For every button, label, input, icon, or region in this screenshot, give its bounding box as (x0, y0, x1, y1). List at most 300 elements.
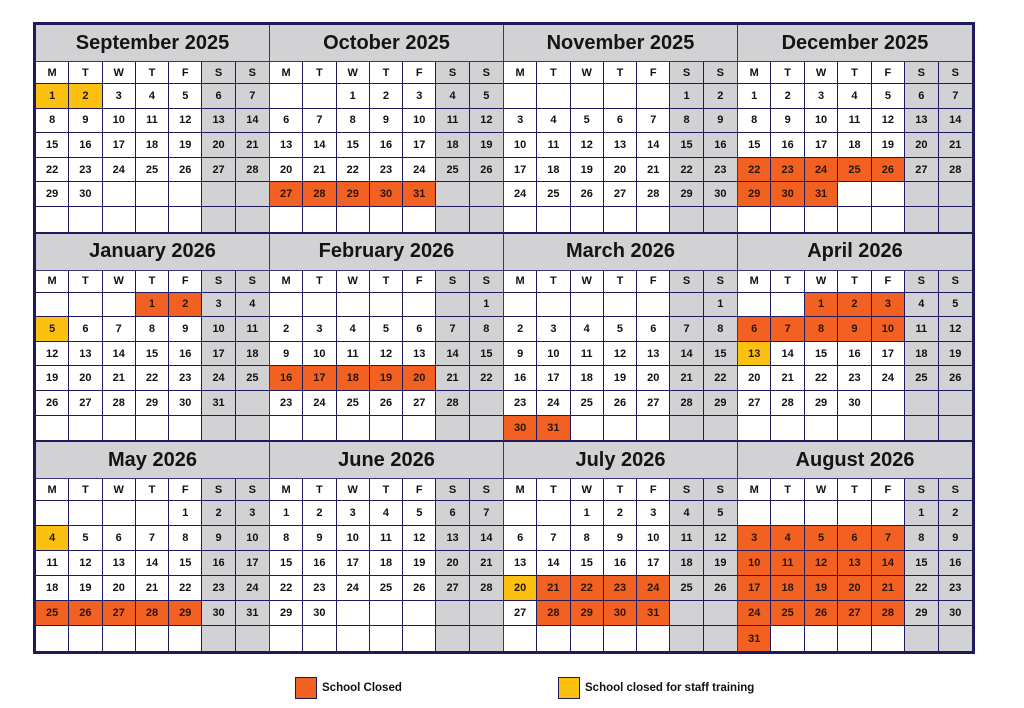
weekday-header: T (771, 479, 804, 501)
weekday-header: T (69, 62, 102, 84)
weekday-header: T (303, 271, 336, 293)
day-cell: 2 (169, 293, 202, 318)
day-cell: 10 (103, 109, 136, 134)
day-cell: 10 (202, 317, 235, 342)
day-cell: 12 (36, 342, 69, 367)
day-cell: 19 (872, 133, 905, 158)
empty-cell (872, 501, 905, 526)
day-cell: 4 (771, 526, 804, 551)
month-day-grid (738, 62, 972, 232)
day-cell: 4 (236, 293, 269, 318)
day-cell: 20 (738, 366, 771, 391)
empty-cell (939, 182, 972, 207)
day-cell: 11 (236, 317, 269, 342)
day-cell: 6 (436, 501, 469, 526)
day-cell: 19 (403, 551, 436, 576)
day-cell: 19 (704, 551, 737, 576)
empty-cell (537, 626, 570, 651)
weekday-header: S (670, 62, 703, 84)
empty-cell (939, 626, 972, 651)
empty-cell (36, 293, 69, 318)
day-cell: 5 (403, 501, 436, 526)
day-cell: 3 (872, 293, 905, 318)
day-cell: 18 (771, 576, 804, 601)
empty-cell (771, 626, 804, 651)
day-cell: 22 (571, 576, 604, 601)
day-cell: 22 (905, 576, 938, 601)
day-cell: 2 (704, 84, 737, 109)
day-cell: 14 (939, 109, 972, 134)
day-cell: 5 (872, 84, 905, 109)
weekday-header: W (571, 62, 604, 84)
day-cell: 9 (838, 317, 871, 342)
day-cell: 6 (270, 109, 303, 134)
day-cell: 4 (537, 109, 570, 134)
day-cell: 16 (169, 342, 202, 367)
weekday-header: S (939, 62, 972, 84)
day-cell: 7 (103, 317, 136, 342)
day-cell: 24 (637, 576, 670, 601)
day-cell: 5 (805, 526, 838, 551)
day-cell: 6 (905, 84, 938, 109)
day-cell: 26 (470, 158, 503, 183)
empty-cell (303, 293, 336, 318)
day-cell: 1 (36, 84, 69, 109)
day-cell: 1 (905, 501, 938, 526)
day-cell: 8 (136, 317, 169, 342)
day-cell: 9 (303, 526, 336, 551)
month-title: September 2025 (36, 25, 269, 62)
day-cell: 23 (370, 158, 403, 183)
day-cell: 19 (470, 133, 503, 158)
month-block (36, 442, 270, 651)
empty-cell (738, 501, 771, 526)
day-cell: 30 (838, 391, 871, 416)
empty-cell (604, 416, 637, 441)
day-cell: 18 (136, 133, 169, 158)
weekday-header: T (771, 271, 804, 293)
day-cell: 3 (403, 84, 436, 109)
weekday-header: W (571, 479, 604, 501)
empty-cell (670, 601, 703, 626)
empty-cell (805, 416, 838, 441)
empty-cell (337, 626, 370, 651)
month-day-grid (504, 479, 737, 651)
empty-cell (337, 293, 370, 318)
weekday-header: S (670, 271, 703, 293)
empty-cell (470, 626, 503, 651)
weekday-header: S (905, 62, 938, 84)
empty-cell (805, 207, 838, 232)
empty-cell (202, 626, 235, 651)
day-cell: 29 (670, 182, 703, 207)
day-cell: 8 (670, 109, 703, 134)
day-cell: 10 (337, 526, 370, 551)
day-cell: 22 (36, 158, 69, 183)
empty-cell (470, 182, 503, 207)
day-cell: 25 (571, 391, 604, 416)
calendar-grid (33, 22, 975, 654)
day-cell: 5 (370, 317, 403, 342)
empty-cell (337, 601, 370, 626)
day-cell: 3 (236, 501, 269, 526)
weekday-header: F (872, 479, 905, 501)
empty-cell (604, 207, 637, 232)
weekday-header: T (303, 62, 336, 84)
day-cell: 8 (571, 526, 604, 551)
empty-cell (805, 626, 838, 651)
day-cell: 29 (704, 391, 737, 416)
month-block (504, 234, 738, 443)
day-cell: 9 (939, 526, 972, 551)
month-title: October 2025 (270, 25, 503, 62)
month-block (270, 234, 504, 443)
day-cell: 2 (69, 84, 102, 109)
day-cell: 10 (403, 109, 436, 134)
empty-cell (370, 416, 403, 441)
empty-cell (270, 416, 303, 441)
empty-cell (103, 416, 136, 441)
day-cell: 7 (537, 526, 570, 551)
day-cell: 29 (905, 601, 938, 626)
empty-cell (939, 207, 972, 232)
empty-cell (337, 207, 370, 232)
day-cell: 31 (403, 182, 436, 207)
empty-cell (637, 293, 670, 318)
legend-closed (295, 677, 402, 699)
day-cell: 22 (470, 366, 503, 391)
empty-cell (504, 501, 537, 526)
day-cell: 30 (504, 416, 537, 441)
day-cell: 18 (571, 366, 604, 391)
day-cell: 17 (403, 133, 436, 158)
day-cell: 30 (370, 182, 403, 207)
day-cell: 18 (537, 158, 570, 183)
day-cell: 28 (470, 576, 503, 601)
day-cell: 28 (537, 601, 570, 626)
day-cell: 17 (872, 342, 905, 367)
weekday-header: S (470, 479, 503, 501)
empty-cell (637, 84, 670, 109)
empty-cell (103, 293, 136, 318)
empty-cell (838, 501, 871, 526)
day-cell: 3 (738, 526, 771, 551)
weekday-header: F (637, 479, 670, 501)
weekday-header: F (403, 479, 436, 501)
day-cell: 4 (670, 501, 703, 526)
day-cell: 1 (704, 293, 737, 318)
day-cell: 14 (637, 133, 670, 158)
day-cell: 20 (103, 576, 136, 601)
weekday-header: W (805, 479, 838, 501)
day-cell: 1 (337, 84, 370, 109)
empty-cell (670, 626, 703, 651)
day-cell: 2 (771, 84, 804, 109)
empty-cell (69, 416, 102, 441)
weekday-header: S (436, 62, 469, 84)
empty-cell (136, 182, 169, 207)
day-cell: 13 (403, 342, 436, 367)
day-cell: 3 (537, 317, 570, 342)
day-cell: 21 (537, 576, 570, 601)
empty-cell (637, 416, 670, 441)
day-cell: 18 (36, 576, 69, 601)
day-cell: 12 (872, 109, 905, 134)
day-cell: 21 (236, 133, 269, 158)
day-cell: 12 (805, 551, 838, 576)
month-block (738, 25, 972, 234)
day-cell: 1 (470, 293, 503, 318)
day-cell: 31 (738, 626, 771, 651)
day-cell: 31 (805, 182, 838, 207)
day-cell: 16 (704, 133, 737, 158)
day-cell: 11 (337, 342, 370, 367)
month-title: July 2026 (504, 442, 737, 479)
day-cell: 22 (337, 158, 370, 183)
month-day-grid (36, 479, 269, 651)
empty-cell (704, 626, 737, 651)
day-cell: 24 (537, 391, 570, 416)
empty-cell (504, 293, 537, 318)
month-block (504, 25, 738, 234)
day-cell: 23 (202, 576, 235, 601)
day-cell: 16 (504, 366, 537, 391)
training-swatch (558, 677, 580, 699)
day-cell: 8 (805, 317, 838, 342)
empty-cell (805, 501, 838, 526)
empty-cell (905, 626, 938, 651)
weekday-header: S (939, 479, 972, 501)
weekday-header: M (270, 62, 303, 84)
weekday-header: F (637, 271, 670, 293)
empty-cell (403, 416, 436, 441)
month-title: May 2026 (36, 442, 269, 479)
day-cell: 24 (504, 182, 537, 207)
day-cell: 3 (303, 317, 336, 342)
legend-closed-label: School Closed (322, 682, 402, 694)
empty-cell (504, 626, 537, 651)
day-cell: 19 (604, 366, 637, 391)
weekday-header: W (103, 271, 136, 293)
day-cell: 14 (872, 551, 905, 576)
day-cell: 12 (403, 526, 436, 551)
weekday-header: M (738, 62, 771, 84)
day-cell: 8 (738, 109, 771, 134)
weekday-header: T (69, 479, 102, 501)
weekday-header: F (403, 271, 436, 293)
day-cell: 1 (571, 501, 604, 526)
day-cell: 16 (303, 551, 336, 576)
day-cell: 12 (704, 526, 737, 551)
empty-cell (838, 182, 871, 207)
day-cell: 24 (805, 158, 838, 183)
day-cell: 10 (236, 526, 269, 551)
day-cell: 30 (169, 391, 202, 416)
month-day-grid (504, 271, 737, 441)
day-cell: 29 (571, 601, 604, 626)
empty-cell (303, 207, 336, 232)
day-cell: 9 (771, 109, 804, 134)
day-cell: 12 (571, 133, 604, 158)
month-block (36, 25, 270, 234)
empty-cell (704, 207, 737, 232)
empty-cell (403, 293, 436, 318)
empty-cell (270, 207, 303, 232)
day-cell: 10 (805, 109, 838, 134)
month-day-grid (270, 271, 503, 441)
weekday-header: S (236, 271, 269, 293)
day-cell: 7 (470, 501, 503, 526)
day-cell: 31 (537, 416, 570, 441)
day-cell: 13 (270, 133, 303, 158)
day-cell: 27 (637, 391, 670, 416)
month-title: February 2026 (270, 234, 503, 271)
day-cell: 21 (303, 158, 336, 183)
weekday-header: W (571, 271, 604, 293)
day-cell: 9 (270, 342, 303, 367)
month-day-grid (36, 62, 269, 232)
empty-cell (236, 182, 269, 207)
day-cell: 15 (905, 551, 938, 576)
month-block (270, 442, 504, 651)
day-cell: 29 (136, 391, 169, 416)
day-cell: 29 (337, 182, 370, 207)
empty-cell (905, 391, 938, 416)
empty-cell (571, 626, 604, 651)
day-cell: 27 (604, 182, 637, 207)
empty-cell (202, 182, 235, 207)
day-cell: 17 (236, 551, 269, 576)
weekday-header: T (838, 62, 871, 84)
day-cell: 22 (270, 576, 303, 601)
empty-cell (704, 601, 737, 626)
empty-cell (69, 207, 102, 232)
day-cell: 30 (69, 182, 102, 207)
weekday-header: S (202, 479, 235, 501)
weekday-header: W (337, 62, 370, 84)
day-cell: 20 (637, 366, 670, 391)
empty-cell (436, 207, 469, 232)
empty-cell (370, 601, 403, 626)
day-cell: 8 (905, 526, 938, 551)
day-cell: 15 (704, 342, 737, 367)
weekday-header: W (337, 271, 370, 293)
empty-cell (169, 416, 202, 441)
weekday-header: T (136, 271, 169, 293)
empty-cell (604, 293, 637, 318)
empty-cell (670, 416, 703, 441)
day-cell: 26 (805, 601, 838, 626)
day-cell: 21 (637, 158, 670, 183)
day-cell: 2 (838, 293, 871, 318)
day-cell: 14 (436, 342, 469, 367)
day-cell: 11 (571, 342, 604, 367)
weekday-header: M (504, 271, 537, 293)
empty-cell (69, 293, 102, 318)
empty-cell (370, 293, 403, 318)
day-cell: 19 (805, 576, 838, 601)
day-cell: 13 (69, 342, 102, 367)
day-cell: 6 (202, 84, 235, 109)
day-cell: 25 (236, 366, 269, 391)
day-cell: 6 (604, 109, 637, 134)
day-cell: 28 (939, 158, 972, 183)
day-cell: 6 (838, 526, 871, 551)
day-cell: 24 (872, 366, 905, 391)
day-cell: 20 (403, 366, 436, 391)
day-cell: 3 (805, 84, 838, 109)
empty-cell (403, 601, 436, 626)
weekday-header: M (504, 479, 537, 501)
empty-cell (939, 391, 972, 416)
day-cell: 11 (436, 109, 469, 134)
weekday-header: W (805, 62, 838, 84)
day-cell: 7 (637, 109, 670, 134)
day-cell: 2 (604, 501, 637, 526)
empty-cell (337, 416, 370, 441)
day-cell: 14 (771, 342, 804, 367)
day-cell: 20 (604, 158, 637, 183)
empty-cell (270, 84, 303, 109)
weekday-header: W (103, 62, 136, 84)
empty-cell (370, 207, 403, 232)
empty-cell (136, 626, 169, 651)
day-cell: 26 (704, 576, 737, 601)
empty-cell (202, 207, 235, 232)
day-cell: 15 (337, 133, 370, 158)
empty-cell (470, 416, 503, 441)
day-cell: 21 (771, 366, 804, 391)
empty-cell (436, 416, 469, 441)
empty-cell (571, 293, 604, 318)
day-cell: 11 (771, 551, 804, 576)
day-cell: 1 (670, 84, 703, 109)
month-title: January 2026 (36, 234, 269, 271)
day-cell: 28 (103, 391, 136, 416)
day-cell: 21 (436, 366, 469, 391)
day-cell: 17 (103, 133, 136, 158)
day-cell: 18 (670, 551, 703, 576)
day-cell: 11 (370, 526, 403, 551)
day-cell: 25 (337, 391, 370, 416)
day-cell: 8 (704, 317, 737, 342)
day-cell: 13 (504, 551, 537, 576)
weekday-header: S (470, 271, 503, 293)
day-cell: 2 (370, 84, 403, 109)
month-day-grid (738, 479, 972, 651)
day-cell: 13 (738, 342, 771, 367)
weekday-header: F (872, 271, 905, 293)
day-cell: 17 (303, 366, 336, 391)
day-cell: 27 (202, 158, 235, 183)
day-cell: 14 (470, 526, 503, 551)
day-cell: 25 (436, 158, 469, 183)
day-cell: 26 (370, 391, 403, 416)
day-cell: 12 (169, 109, 202, 134)
day-cell: 27 (738, 391, 771, 416)
day-cell: 6 (69, 317, 102, 342)
day-cell: 27 (69, 391, 102, 416)
empty-cell (738, 293, 771, 318)
day-cell: 20 (202, 133, 235, 158)
weekday-header: W (103, 479, 136, 501)
day-cell: 21 (670, 366, 703, 391)
day-cell: 1 (805, 293, 838, 318)
month-block (738, 442, 972, 651)
day-cell: 16 (838, 342, 871, 367)
day-cell: 17 (637, 551, 670, 576)
empty-cell (905, 182, 938, 207)
